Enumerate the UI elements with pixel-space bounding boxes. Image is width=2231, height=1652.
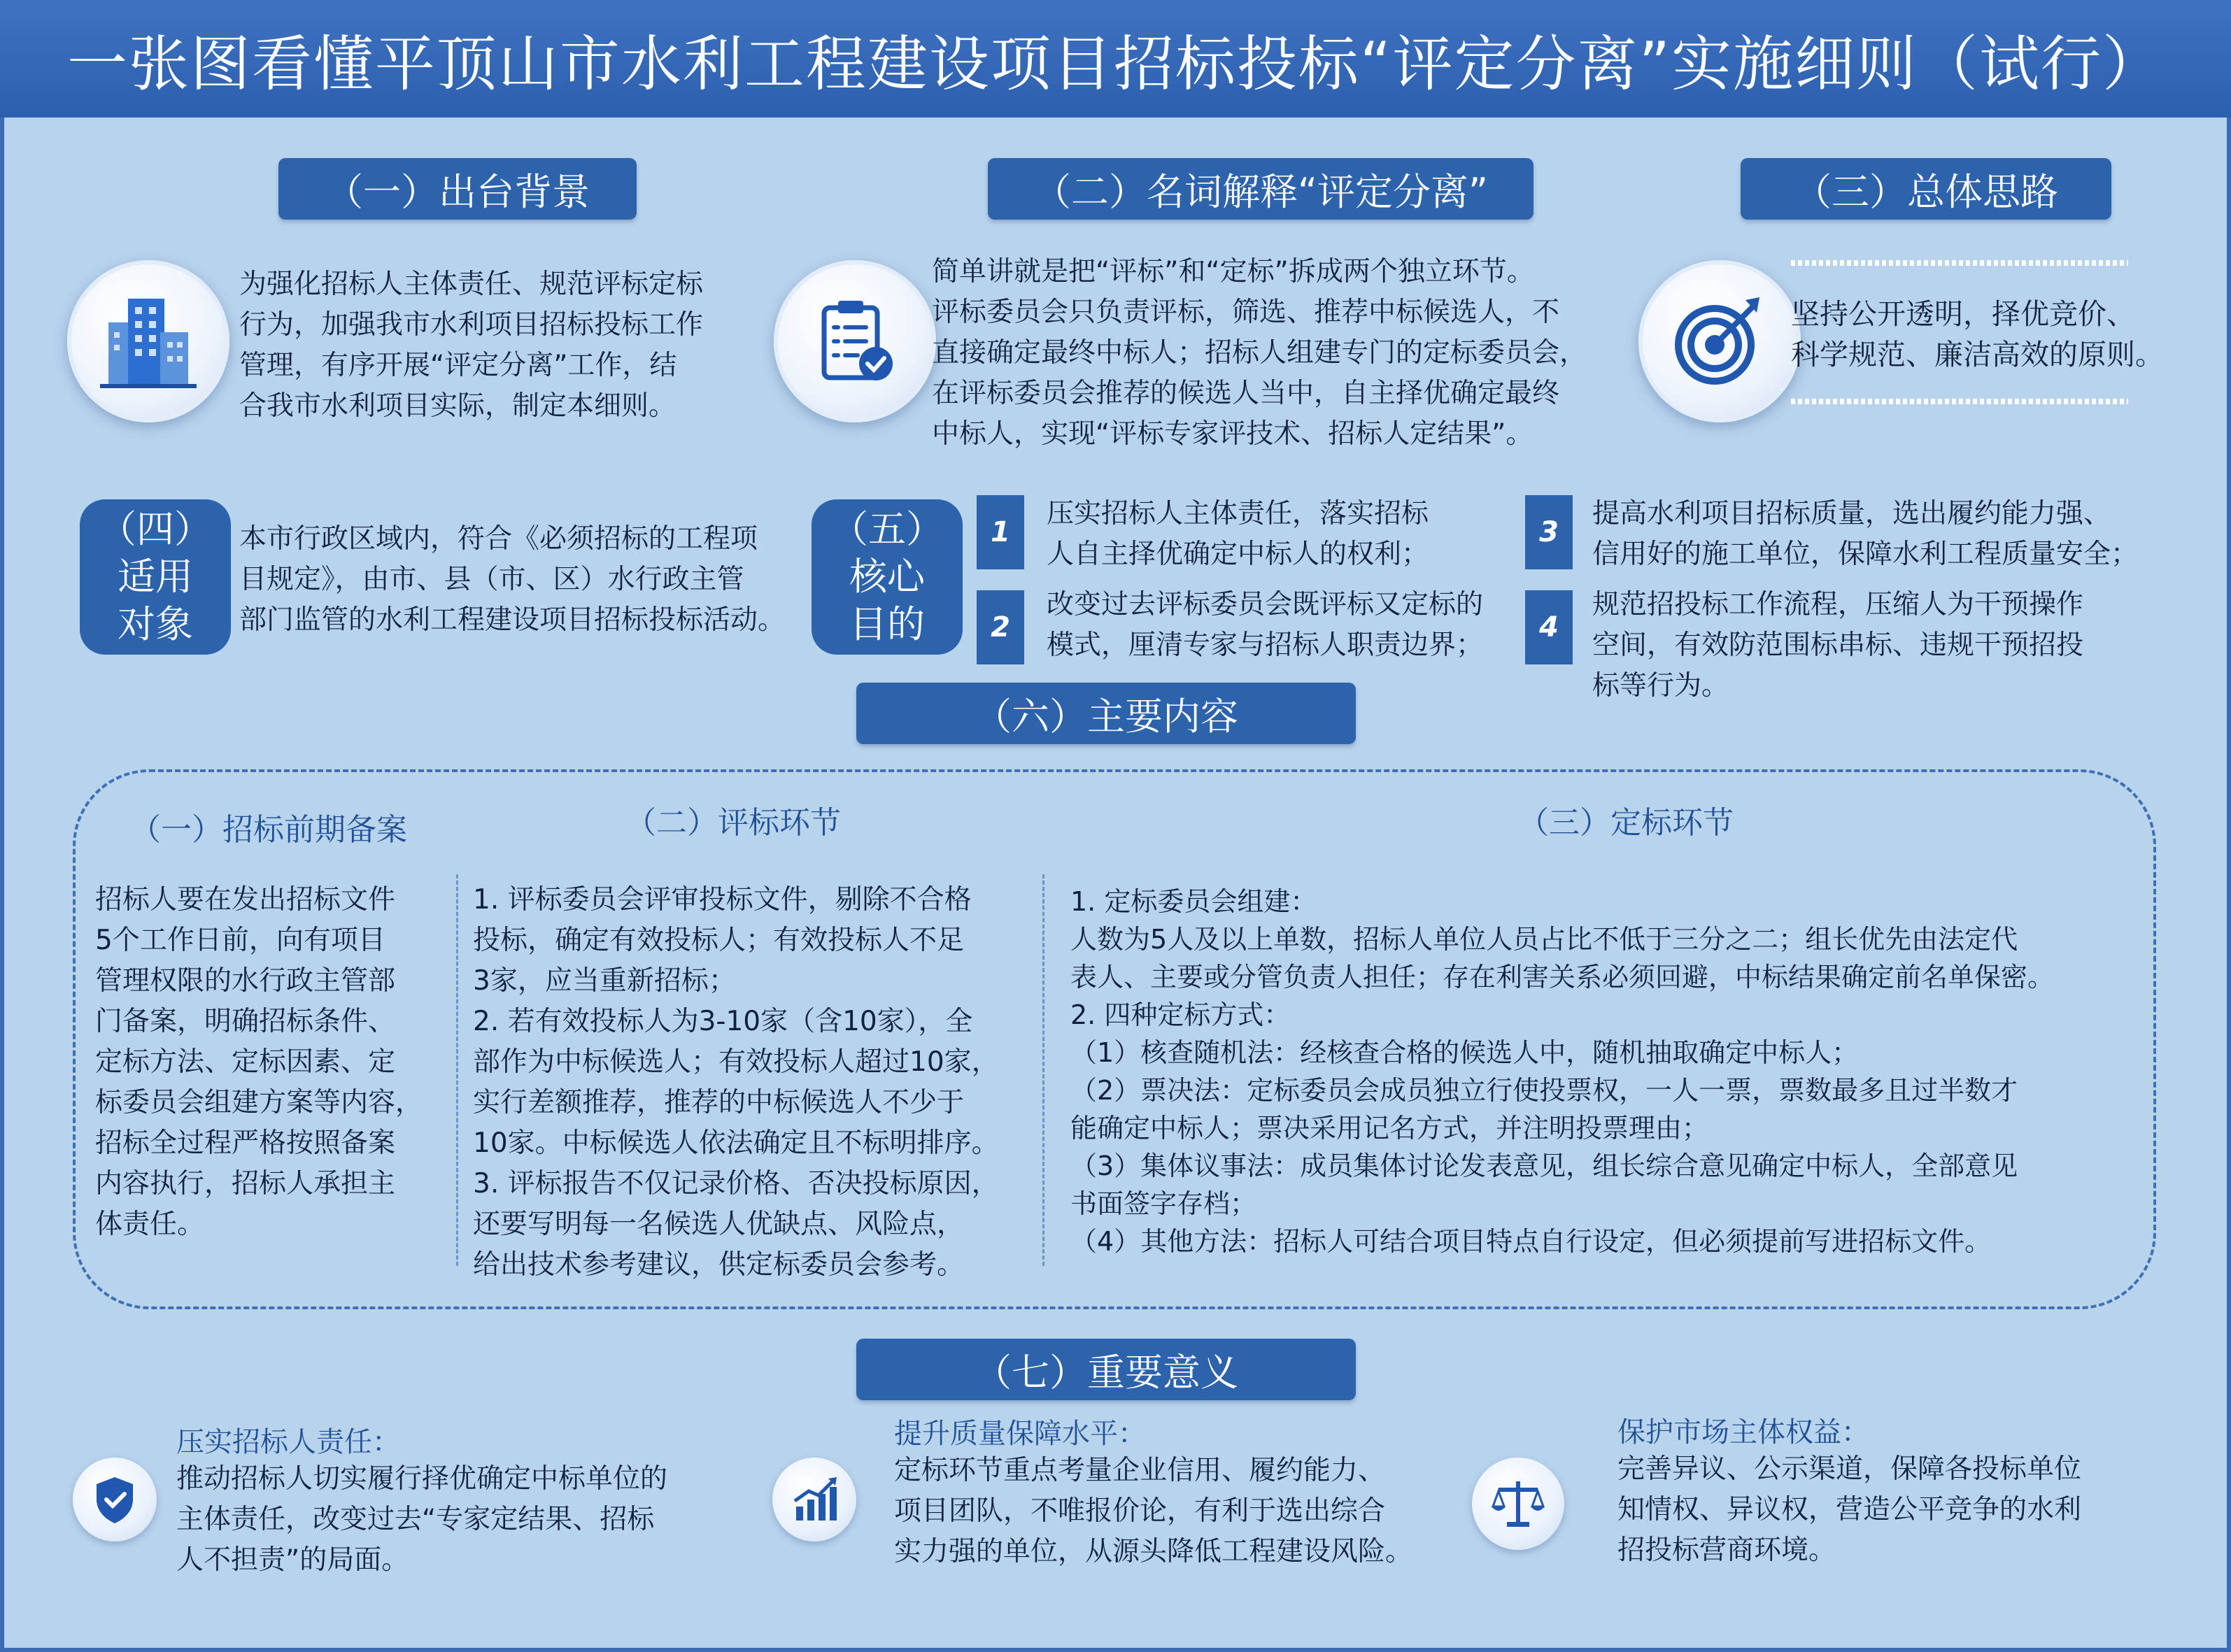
purpose-pill	[812, 499, 963, 655]
significance-text-3	[1617, 1449, 2177, 1571]
divider-dots	[1791, 399, 2128, 404]
text-line: 模式，厘清专家与招标人职责边界；	[1047, 629, 1484, 661]
text-line: 部门监管的水利工程建设项目招标投标活动。	[239, 604, 786, 636]
text-line: 简单讲就是把“评标”和“定标”拆成两个独立环节。	[932, 256, 1534, 287]
text-line: 管理，有序开展“评定分离”工作，结	[239, 350, 677, 381]
text-line: 人数为5人及以上单数，招标人单位人员占比不低于三分之二；组长优先由法定代	[1070, 924, 2018, 955]
significance-head-1: 压实招标人责任：	[176, 1426, 400, 1458]
text-line: 招标全过程严格按照备案	[95, 1127, 396, 1159]
col3-text	[1070, 883, 2148, 1260]
text-line: 完善异议、公示渠道，保障各投标单位	[1617, 1453, 2082, 1485]
text-line: 2. 若有效投标人为3-10家（含10家），全	[473, 1006, 973, 1037]
term-text	[932, 252, 1638, 455]
text-line: 投标，确定有效投标人；有效投标人不足	[473, 925, 965, 956]
text-line: 科学规范、廉洁高效的原则。	[1791, 338, 2164, 371]
text-line: 表人、主要或分管负责人担任；存在利害关系必须回避，中标结果确定前名单保密。	[1070, 962, 2055, 992]
col3-title: （三）定标环节	[1518, 805, 1734, 841]
text-line: 为强化招标人主体责任、规范评标定标	[239, 269, 704, 300]
shield-check-icon	[73, 1458, 157, 1541]
heading-term: （二）名词解释“评定分离”	[988, 158, 1534, 220]
pill-line: 对象	[118, 602, 193, 646]
heading-approach: （三）总体思路	[1741, 158, 2111, 220]
text-line: 2. 四种定标方式：	[1070, 999, 1291, 1030]
heading-content: （六）主要内容	[856, 683, 1356, 744]
text-line: （2）票决法：定标委员会成员独立行使投票权，一人一票，票数最多且过半数才	[1070, 1075, 2018, 1106]
column-divider	[1042, 874, 1044, 1266]
text-line: 规范招投标工作流程，压缩人为干预操作	[1592, 589, 2084, 620]
purpose-number: 3	[1525, 495, 1573, 569]
text-line: 1. 评标委员会评审投标文件，剔除不合格	[473, 884, 972, 916]
col2-title: （二）评标环节	[625, 805, 841, 841]
text-line: 管理权限的水行政主管部	[95, 965, 396, 997]
text-line: 合我市水利项目实际，制定本细则。	[239, 390, 677, 422]
text-line: 人不担责”的局面。	[176, 1544, 409, 1576]
scope-pill	[80, 499, 231, 655]
text-line: 评标委员会只负责评标，筛选、推荐中标候选人，不	[932, 297, 1560, 328]
text-line: 门备案，明确招标条件、	[95, 1006, 396, 1037]
text-line: 提高水利项目招标质量，选出履约能力强、	[1592, 498, 2111, 529]
purpose-number: 1	[977, 495, 1024, 569]
text-line: 中标人，实现“评标专家评技术、招标人定结果”。	[932, 418, 1534, 450]
significance-text-2	[894, 1451, 1454, 1572]
text-line: 项目团队，不唯报价论，有利于选出综合	[894, 1495, 1386, 1527]
pill-line: （五）	[830, 507, 944, 551]
heading-background: （一）出台背景	[278, 158, 637, 220]
text-line: 实力强的单位，从源头降低工程建设风险。	[894, 1536, 1413, 1567]
text-line: 压实招标人主体责任，落实招标	[1047, 498, 1429, 529]
purpose-item-1	[1047, 494, 1522, 575]
buildings-icon	[67, 260, 229, 422]
col2-text	[473, 880, 1040, 1286]
page-title: 一张图看懂平顶山市水利工程建设项目招标投标“评定分离”实施细则（试行）	[0, 0, 2231, 118]
text-line: 招投标营商环境。	[1617, 1534, 1836, 1566]
scales-icon	[1472, 1458, 1564, 1550]
clipboard-check-icon	[774, 260, 936, 422]
text-line: 3. 评标报告不仅记录价格、否决投标原因，	[473, 1168, 999, 1199]
text-line: （3）集体议事法：成员集体讨论发表意见，组长综合意见确定中标人，全部意见	[1070, 1151, 2018, 1181]
text-line: 标委员会组建方案等内容，	[95, 1087, 423, 1118]
text-line: 给出技术参考建议，供定标委员会参考。	[473, 1249, 965, 1281]
text-line: 5个工作日前，向有项目	[95, 925, 385, 956]
text-line: 标等行为。	[1592, 670, 1729, 702]
column-divider	[456, 874, 458, 1266]
text-line: 3家，应当重新招标；	[473, 965, 736, 997]
col1-text	[95, 880, 452, 1245]
background-text	[239, 264, 757, 427]
text-line: 内容执行，招标人承担主	[95, 1168, 396, 1199]
significance-text-1	[176, 1459, 736, 1581]
purpose-number: 2	[977, 590, 1024, 664]
text-line: 能确定中标人；票决采用记名方式，并注明投票理由；	[1070, 1113, 1709, 1144]
text-line: 还要写明每一名候选人优缺点、风险点，	[473, 1209, 965, 1240]
heading-significance: （七）重要意义	[856, 1339, 1356, 1400]
text-line: （1）核查随机法：经核查合格的候选人中，随机抽取确定中标人；	[1070, 1037, 1859, 1068]
divider-dots	[1791, 260, 2128, 266]
text-line: 主体责任，改变过去“专家定结果、招标	[176, 1504, 655, 1535]
text-line: 目规定》，由市、县（市、区）水行政主管	[239, 564, 744, 595]
text-line: 信用好的施工单位，保障水利工程质量安全；	[1592, 539, 2139, 570]
col1-title: （一）招标前期备案	[130, 812, 407, 848]
pill-line: 核心	[849, 555, 925, 599]
text-line: 人自主择优确定中标人的权利；	[1047, 539, 1429, 570]
text-line: 定标环节重点考量企业信用、履约能力、	[894, 1455, 1386, 1486]
scope-text	[239, 519, 820, 641]
pill-line: 目的	[849, 602, 925, 646]
purpose-number: 4	[1525, 590, 1573, 664]
text-line: 行为，加强我市水利项目招标投标工作	[239, 309, 704, 341]
text-line: 实行差额推荐，推荐的中标候选人不少于	[473, 1087, 965, 1118]
text-line: 1. 定标委员会组建：	[1070, 886, 1317, 917]
approach-text	[1791, 294, 2183, 375]
text-line: （4）其他方法：招标人可结合项目特点自行设定，但必须提前写进招标文件。	[1070, 1226, 1992, 1257]
text-line: 招标人要在发出招标文件	[95, 884, 396, 916]
text-line: 空间，有效防范围标串标、违规干预招投	[1592, 629, 2084, 661]
bar-chart-up-icon	[772, 1458, 856, 1541]
significance-head-3: 保护市场主体权益：	[1617, 1416, 1869, 1448]
purpose-item-4	[1592, 585, 2180, 706]
text-line: 部作为中标候选人；有效投标人超过10家，	[473, 1046, 999, 1078]
text-line: 坚持公开透明，择优竞价、	[1791, 297, 2135, 331]
text-line: 在评标委员会推荐的候选人当中，自主择优确定最终	[932, 378, 1560, 409]
pill-line: （四）	[99, 507, 212, 551]
text-line: 10家。中标候选人依法确定且不标明排序。	[473, 1127, 999, 1159]
purpose-item-3	[1592, 494, 2208, 575]
text-line: 书面签字存档；	[1070, 1188, 1257, 1219]
pill-line: 适用	[118, 555, 193, 599]
purpose-item-2	[1047, 585, 1550, 666]
text-line: 本市行政区域内，符合《必须招标的工程项	[239, 523, 758, 555]
significance-head-2: 提升质量保障水平：	[894, 1418, 1146, 1450]
target-icon	[1638, 260, 1801, 422]
text-line: 定标方法、定标因素、定	[95, 1046, 396, 1078]
text-line: 直接确定最终中标人；招标人组建专门的定标委员会，	[932, 337, 1587, 369]
text-line: 知情权、异议权，营造公平竞争的水利	[1617, 1494, 2082, 1525]
text-line: 推动招标人切实履行择优确定中标单位的	[176, 1463, 668, 1495]
text-line: 改变过去评标委员会既评标又定标的	[1047, 589, 1484, 620]
text-line: 体责任。	[95, 1209, 205, 1240]
